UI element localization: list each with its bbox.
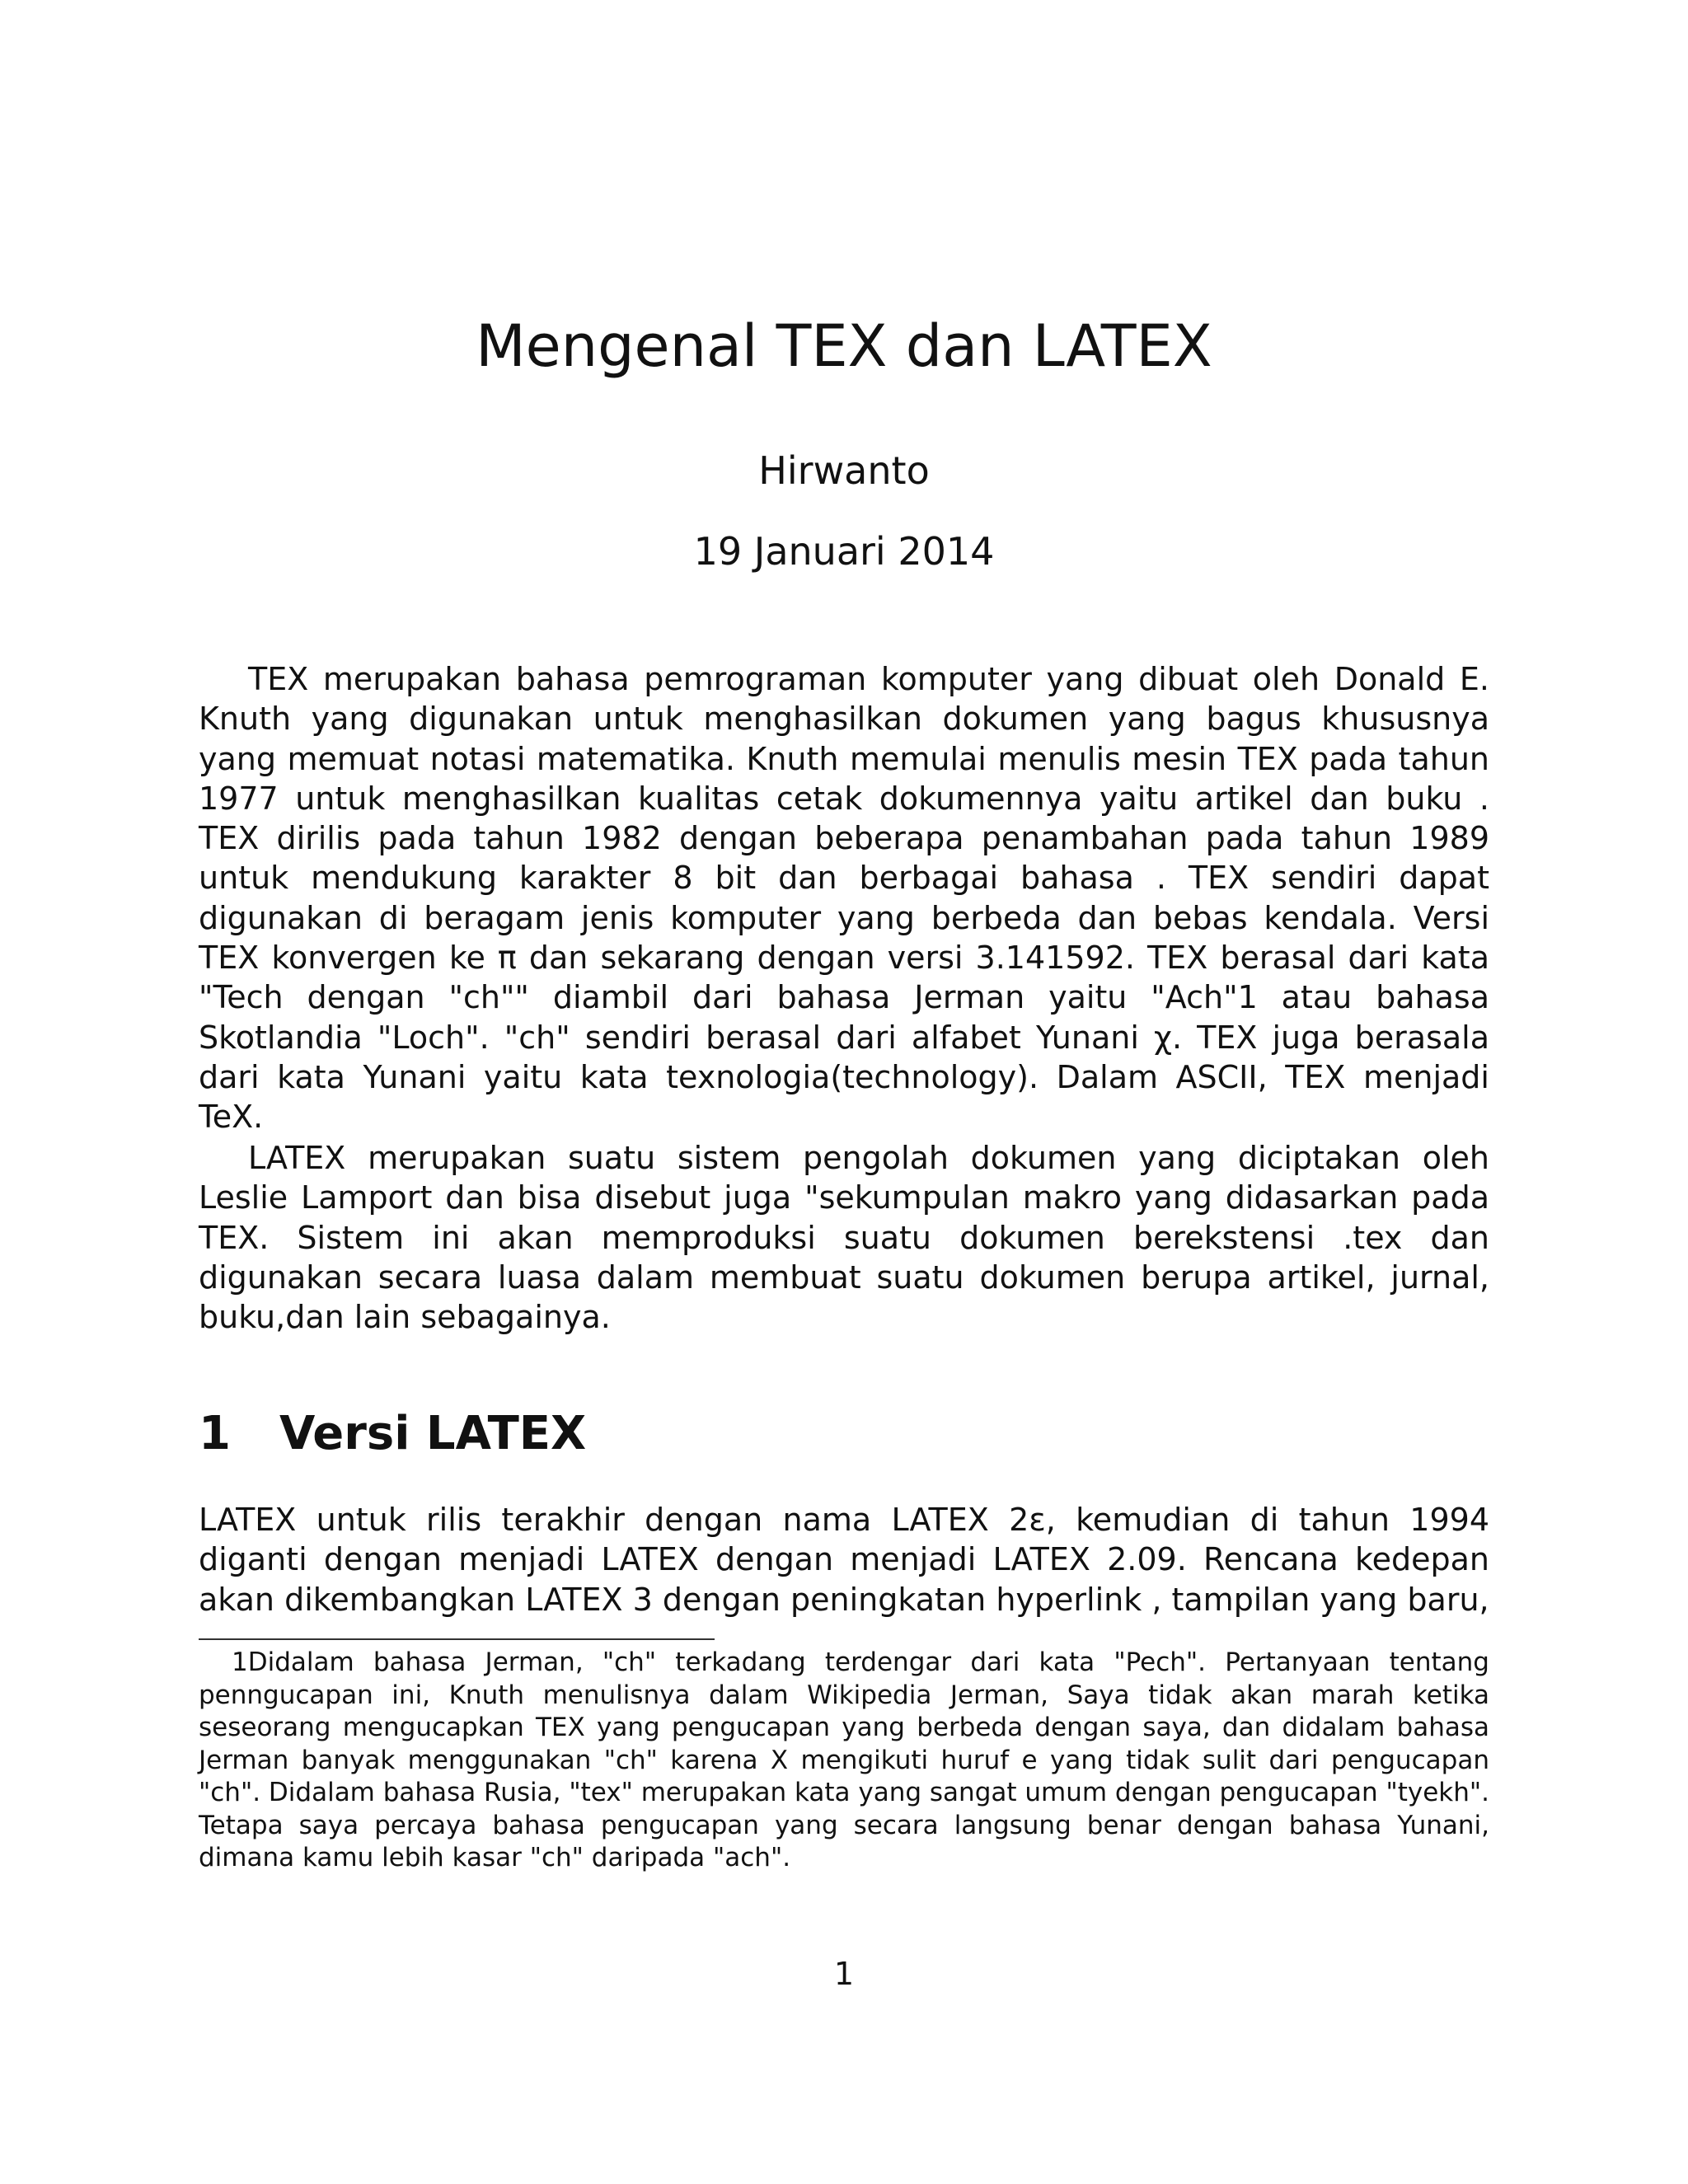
- footnote-rule: [199, 1638, 715, 1640]
- body-paragraph-1: [199, 659, 1489, 1137]
- paragraph-text: LATEX untuk rilis terakhir dengan nama LATEX 2ε, kemudian di tahun 1994 diganti dengan menjadi LATEX dengan menjadi LATEX 2.09. Rencana kedepan akan dikembangkan LATEX 3 dengan peningkatan hyperlink , tampilan yang baru,: [199, 1502, 1489, 1618]
- section-title: Versi LATEX: [279, 1407, 587, 1460]
- document-date: 19 Januari 2014: [693, 529, 995, 574]
- section-paragraph: [199, 1500, 1489, 1619]
- section-heading: [199, 1401, 586, 1467]
- section-number: 1: [199, 1407, 231, 1460]
- paragraph-text: LATEX merupakan suatu sistem pengolah dokumen yang diciptakan oleh Leslie Lamport dan bisa disebut juga "sekumpulan makro yang didasarkan pada TEX. Sistem ini akan memproduksi suatu dokumen berekstensi .tex dan digunakan secara luasa dalam membuat suatu dokumen berupa artikel, jurnal, buku,dan lain sebagainya.: [199, 1140, 1489, 1336]
- paragraph-text: TEX merupakan bahasa pemrograman komputer yang dibuat oleh Donald E. Knuth yang digunakan untuk menghasilkan dokumen yang bagus khususnya yang memuat notasi matematika. Knuth memulai menulis mesin TEX pada tahun 1977 untuk menghasilkan kualitas cetak dokumennya yaitu artikel dan buku . TEX dirilis pada tahun 1982 dengan beberapa penambahan pada tahun 1989 untuk mendukung karakter 8 bit dan berbagai bahasa . TEX sendiri dapat digunakan di beragam jenis komputer yang berbeda dan bebas kendala. Versi TEX konvergen ke π dan sekarang dengan versi 3.141592. TEX berasal dari kata "Tech dengan "ch"" diambil dari bahasa Jerman yaitu "Ach"1 atau bahasa Skotlandia "Loch". "ch" sendiri berasal dari alfabet Yunani χ. TEX juga berasala dari kata Yunani yaitu kata texnologia(technology). Dalam ASCII, TEX menjadi TeX.: [199, 661, 1489, 1136]
- document-author: Hirwanto: [758, 448, 930, 493]
- body-paragraph-2: [199, 1138, 1489, 1337]
- footnote-text: 1Didalam bahasa Jerman, "ch" terkadang terdengar dari kata "Pech". Pertanyaan tentang penngucapan ini, Knuth menulisnya dalam Wikipedia Jerman, Saya tidak akan marah ketika seseorang mengucapkan TEX yang pengucapan yang berbeda dengan saya, dan didalam bahasa Jerman banyak menggunakan "ch" karena X mengikuti huruf e yang tidak sulit dari pengucapan "ch". Didalam bahasa Rusia, "tex" merupakan kata yang sangat umum dengan pengucapan "tyekh". Tetapa saya percaya bahasa pengucapan yang secara langsung benar dengan bahasa Yunani, dimana kamu lebih kasar "ch" daripada "ach".: [199, 1647, 1489, 1872]
- page-number: 1: [833, 1956, 855, 1992]
- document-title: Mengenal TEX dan LATEX: [476, 312, 1212, 380]
- footnote: [199, 1647, 1489, 1875]
